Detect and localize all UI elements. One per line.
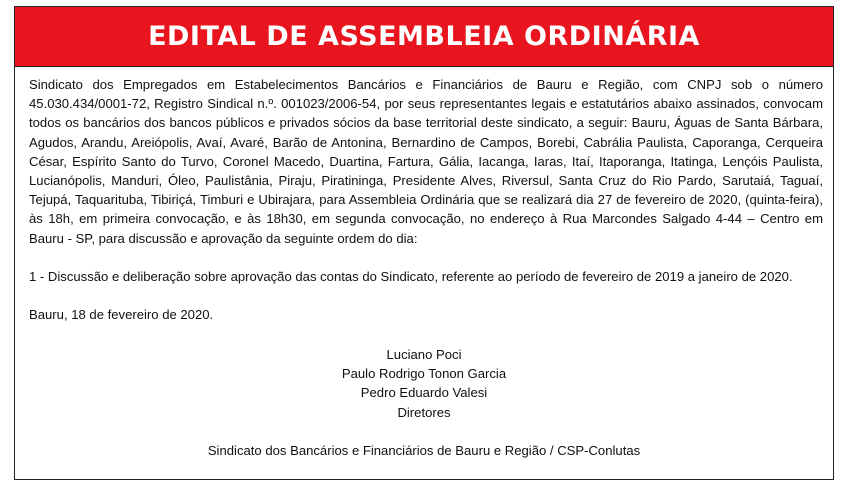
signatory-name: Luciano Poci bbox=[386, 347, 462, 362]
notice-header bbox=[15, 7, 833, 67]
signatory-name: Pedro Eduardo Valesi bbox=[360, 385, 488, 401]
notice-title: EDITAL DE ASSEMBLEIA ORDINÁRIA bbox=[148, 21, 700, 52]
organization-line: Sindicato dos Bancários e Financiários de Bauru e Região / CSP-Conlutas bbox=[207, 442, 641, 458]
signature-block bbox=[15, 345, 833, 460]
date-line: Bauru, 18 de fevereiro de 2020. bbox=[29, 307, 214, 323]
signatory-role: Diretores bbox=[397, 404, 451, 420]
intro-paragraph: Sindicato dos Empregados em Estabelecimentos Bancários e Financiários de Bauru e Região, com CNPJ sob o número 45.030.434/0001-72, Registro Sindical n.º. 001023/2006-54, por seus representantes legais e estatutários abaixo assinados, convocam todos os bancários dos bancos públicos e privados sócios da base territorial deste sindicato, a seguir: Bauru, Águas de Santa Bárbara, Agudos, Arandu, Areiópolis, Avaí, Avaré, Barão de Antonina, Bernardino de Campos, Borebi, Cabrália Paulista, Caporanga, Cerqueira César, Espírito Santo do Turvo, Coronel Macedo, Duartina, Fartura, Gália, Iacanga, Iaras, Itaí, Itaporanga, Itatinga, Lençóis Paulista, Lucianópolis, Manduri, Óleo, Paulistânia, Piraju, Piratininga, Presidente Alves, Riversul, Santa Cruz do Rio Pardo, Sarutaiá, Taguaí, Tejupá, Taquarituba, Tibiriçá, Timburi e Ubirajara, para Assembleia Ordinária que se realizará dia 27 de fevereiro de 2020, (quinta-feira), às 18h, em primeira convocação, e às 18h30, em segunda convocação, no endereço à Rua Marcondes Salgado 4-44 – Centro em Bauru - SP, para discussão e aprovação da seguinte ordem do dia: bbox=[29, 77, 823, 246]
agenda-item: 1 - Discussão e deliberação sobre aprovação das contas do Sindicato, referente ao período de fevereiro de 2019 a janeiro de 2020. bbox=[29, 268, 793, 284]
notice-body bbox=[29, 75, 823, 324]
signatory-name: Paulo Rodrigo Tonon Garcia bbox=[341, 366, 507, 382]
notice-frame bbox=[14, 6, 834, 480]
